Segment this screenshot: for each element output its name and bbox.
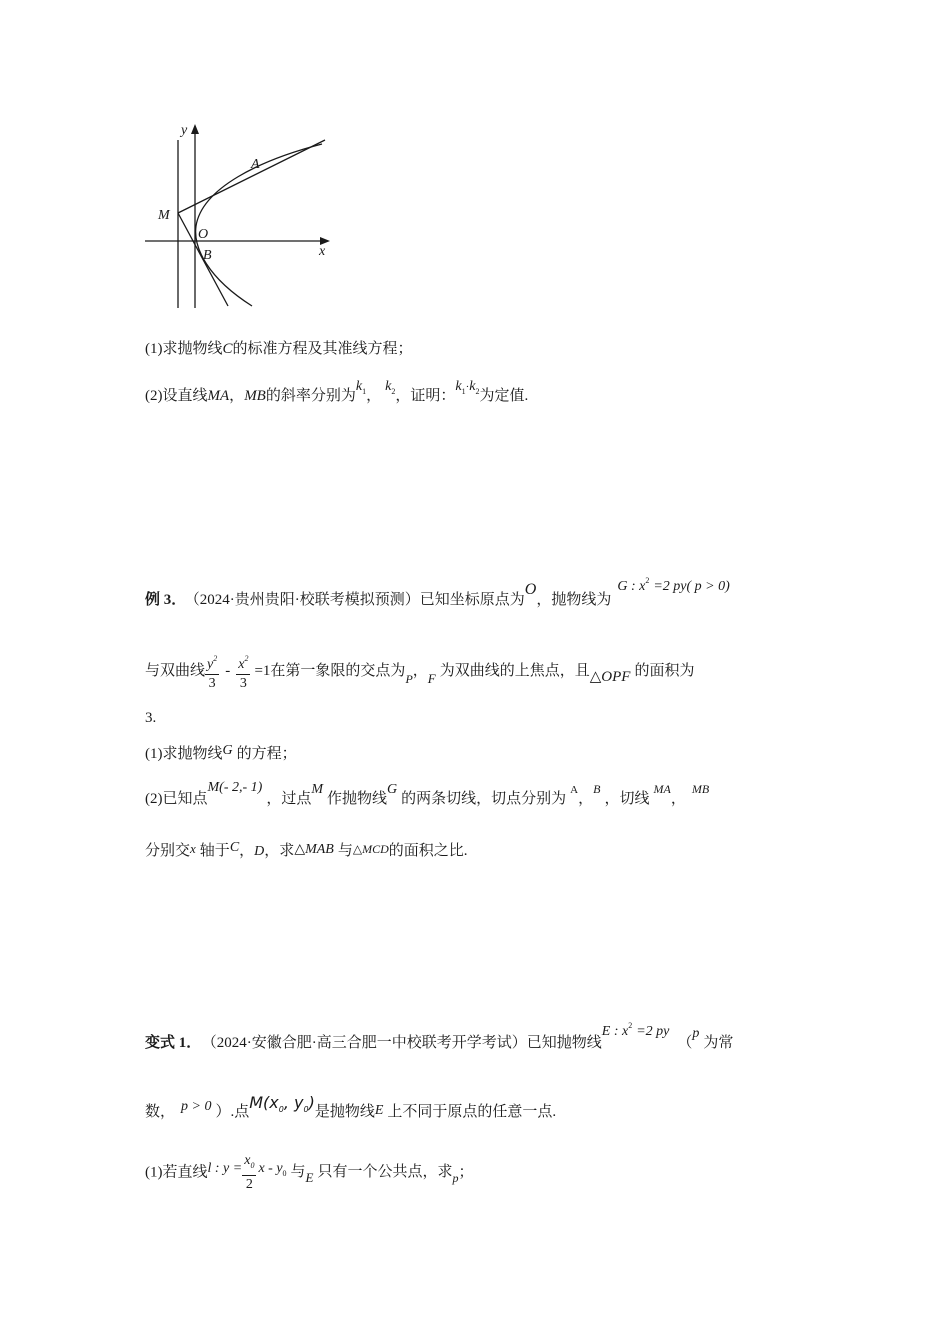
example3-question-3: 分别交x 轴于C，D，求△MAB 与△MCD的面积之比. [145,840,468,859]
example3-line2: 与双曲线 $\frac{y^2}{3}$ - $\frac{x^2}{3}$ =1在第一象限的交点为$_P$，F 为双曲线的上焦点，且△OPF 的面积为 [145,650,694,693]
variant1-question-1: (1)若直线l : y = $\frac{x_0}{2}$ x - $y_0$ 与E 只有一个公共点，求$_p$； [145,1153,474,1192]
example3-line3: 3. [145,710,157,726]
parabola-figure [140,118,340,313]
variant1-line1: 变式 1． （2024·安徽合肥·高三合肥一中校联考开学考试）已知抛物线E : $x^2 =2$ py（p为常 [145,1021,734,1051]
label-B: B [203,248,212,263]
prev-question-2: (2)设直线MA，MB的斜率分别为$k_1$，$k_2$，证明：$k_1\cdot k_2$为定值. [145,379,529,404]
label-A: A [251,157,260,172]
label-x: x [319,244,326,259]
label-O: O [198,227,209,242]
variant1-line2: 数， p > 0 ）.点$M(x_0$, $y_0$)是抛物线E 上不同于原点的任意一点. [145,1093,557,1120]
tangent-line-MA [178,140,325,213]
label-y: y [181,123,188,138]
example3-line1: 例 3． （2024·贵州贵阳·校联考模拟预测）已知坐标原点为O，抛物线为G : $x^2 =2$ py( p > 0) [145,576,730,608]
example3-question-2: (2)已知点M(- 2,- 1)，过点M作抛物线G的两条切线，切点分别为$^A$，$^B$，切线$^{MA}$，$^{MB}$ [145,780,710,807]
prev-question-1: (1)求抛物线C的标准方程及其准线方程； [145,341,413,357]
example3-question-1: (1)求抛物线G 的方程； [145,743,297,762]
label-M: M [158,208,170,223]
y-axis-arrow [191,124,199,134]
